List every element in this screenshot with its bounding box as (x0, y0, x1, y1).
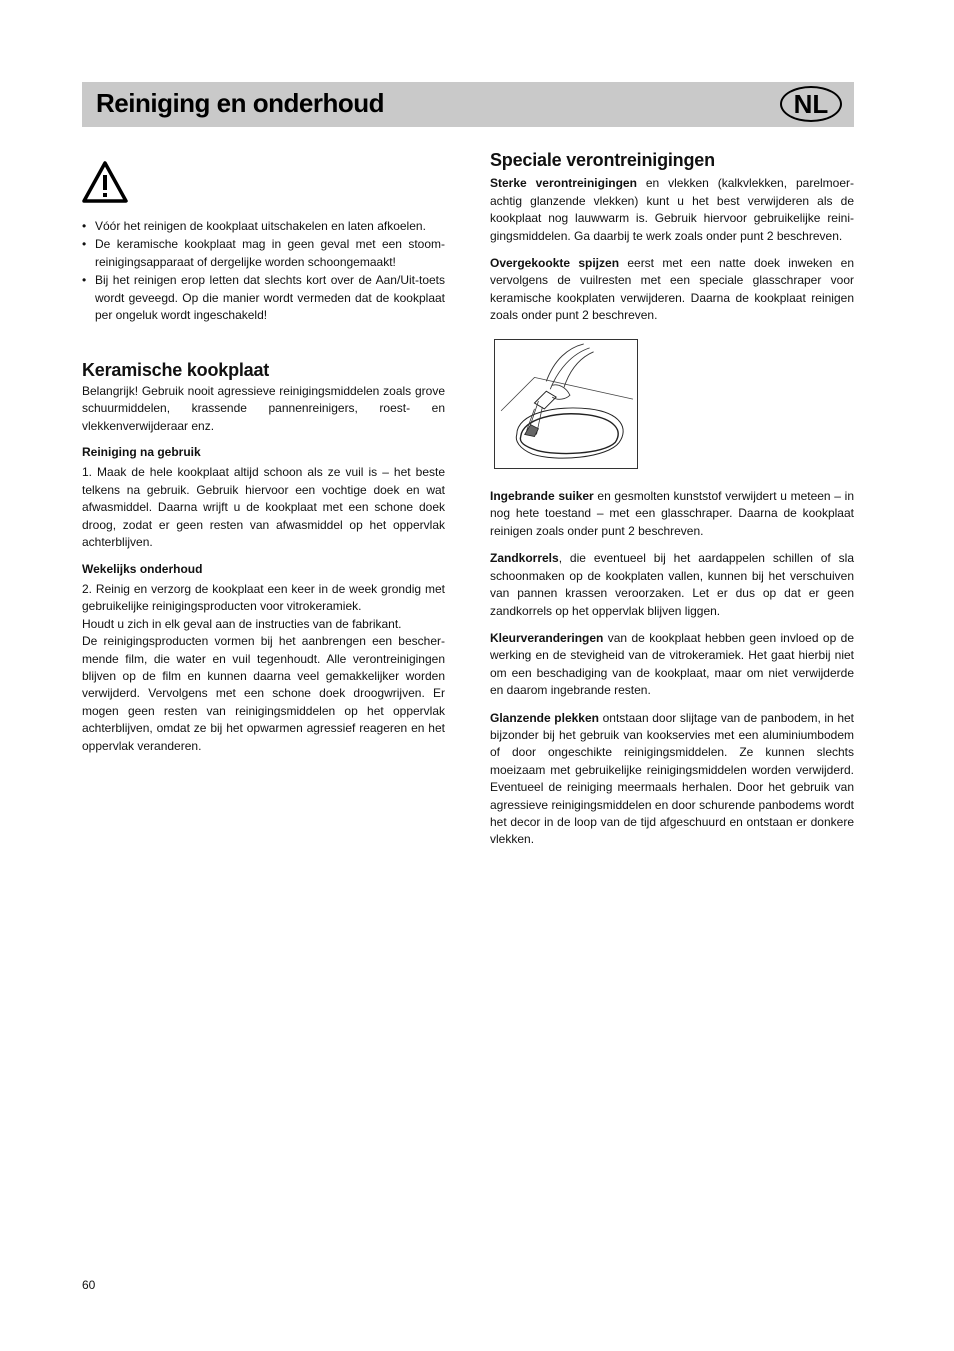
paragraph-kleur (490, 630, 854, 700)
safety-bullet-list (82, 218, 445, 324)
term-label: Ingebrande suiker (490, 489, 594, 504)
term-label: Glanzende plekken (490, 710, 599, 725)
paragraph-ingebrande (490, 488, 854, 540)
term-label: Sterke verontreinigingen (490, 176, 637, 191)
left-column (82, 160, 445, 755)
glass-scraper-illustration (494, 339, 638, 469)
subheading-after-use: Reiniging na gebruik (82, 445, 201, 460)
page-header (82, 82, 854, 127)
paragraph-sterke (490, 175, 854, 245)
term-label: Zandkorrels (490, 551, 559, 566)
page-number: 60 (82, 1278, 96, 1292)
weekly-paragraph-1: 2. Reinig en verzorg de kookplaat een keer in de week grondig met gebruikelijke reinigingsproducten voor vitrokeramiek. (82, 581, 445, 614)
list-item: • Vóór het reinigen de kookplaat uitschakelen en laten afkoelen. (82, 218, 445, 235)
term-text: , die eventueel bij het aardappelen schillen of sla schoonmaken op de kookplaten vallen, kunnen bij het verschuiven van pannen krassen veroorzaken. Let er dus op dat er geen zandkorrels op het oppervlak blijven liggen. (490, 551, 854, 618)
term-label: Kleurveranderingen (490, 630, 604, 645)
subheading-weekly: Wekelijks onderhoud (82, 561, 203, 576)
term-text: en vlekken (kalkvlekken, parelmoerachtig glanzende vlekken) kunt u het best verwijderen als de kookplaat nog lauwwarm is. Gebruik hiervoor gebruikelijke reinigingsmiddelen. Ga daarbij te werk zoals onder punt 2 beschreven. (490, 176, 854, 243)
page-title: Reiniging en onderhoud (96, 88, 384, 118)
language-badge: NL (780, 86, 842, 122)
term-label: Overgekookte spijzen (490, 256, 620, 271)
term-text: en gesmolten kunststof verwijdert u meteen – in nog hete toestand – met een glasschraper. Daarna de kookplaat reinigen zoals onder punt 2 beschreven. (490, 489, 854, 538)
term-text: van de kookplaat hebben geen invloed op de werking en de stevigheid van de vitrokeramiek. Het gaat hierbij niet om een beschadiging van de kookplaat, maar om niet verwijderde en daarom ingebrande resten. (490, 630, 854, 698)
section-title-keramische: Keramische kookplaat (82, 360, 270, 381)
list-item: • Bij het reinigen erop letten dat slechts kort over de Aan/Uit-toets wordt geveegd. Op die manier wordt vermeden dat de kookplaat per ongeluk wordt ingeschakeld! (82, 272, 445, 324)
list-item: • De keramische kookplaat mag in geen geval met een stoomreinigingsapparaat of dergelijke worden schoongemaakt! (82, 236, 445, 271)
paragraph-glanzende (490, 710, 854, 849)
weekly-paragraph-2: Houdt u zich in elk geval aan de instructies van de fabrikant. (82, 616, 402, 631)
term-text: ontstaan door slijtage van de panbodem, in het bijzonder bij het gebruik van kookservies met een aluminiumbodem of door ongeschikte reinigingsmiddelen. Ze kunnen slechts moeizaam met gebruikelijke reinigingsmiddelen worden verwijderd. Eventueel de reiniging meermaals herhalen. Door het gebruik van agressieve reinigingsmiddelen en door schurende panbodems wordt het decor in de loop van de tijd afgeschuurd en ontstaan er donkere vlekken. (490, 710, 855, 847)
term-text: eerst met een natte doek inweken en vervolgens de vuilresten met een speciale glasschraper voor keramische kookplaten verwijderen. Daarna de kookplaat reinigen zoals onder punt 2 beschreven. (490, 256, 854, 323)
section-title-speciale: Speciale verontreinigingen (490, 150, 715, 170)
right-column (490, 152, 854, 849)
after-use-paragraph: 1. Maak de hele kookplaat altijd schoon als ze vuil is – het beste telkens na gebruik. Gebruik hiervoor een vochtige doek en wat afwasmiddel. Daarna wrijft u de kookplaat met een schone doek droog, zodat er geen resten van afwasmiddel op het oppervlak achterblijven. (82, 465, 445, 550)
paragraph-overgekookte (490, 255, 854, 325)
paragraph-zandkorrels (490, 550, 854, 620)
intro-paragraph: Belangrijk! Gebruik nooit agressieve reinigingsmiddelen zoals grove schuurmiddelen, krassende pannenreinigers, roest- en vlekkenverwijderaar enz. (82, 383, 445, 433)
warning-triangle-icon (82, 160, 128, 204)
weekly-paragraph-3: De reinigingsproducten vormen bij het aanbrengen een beschermende film, die water en vuil tegenhoudt. Alle verontreinigingen blijven op de film en kunnen daarna veel gemakkelijker worden verwijderd. Vervolgens met een schone doek droogwrijven. Er mogen geen resten van reinigingsmiddelen op het oppervlak achterblijven, omdat ze bij het opwarmen agressief reageren en het oppervlak veranderen. (82, 634, 445, 753)
